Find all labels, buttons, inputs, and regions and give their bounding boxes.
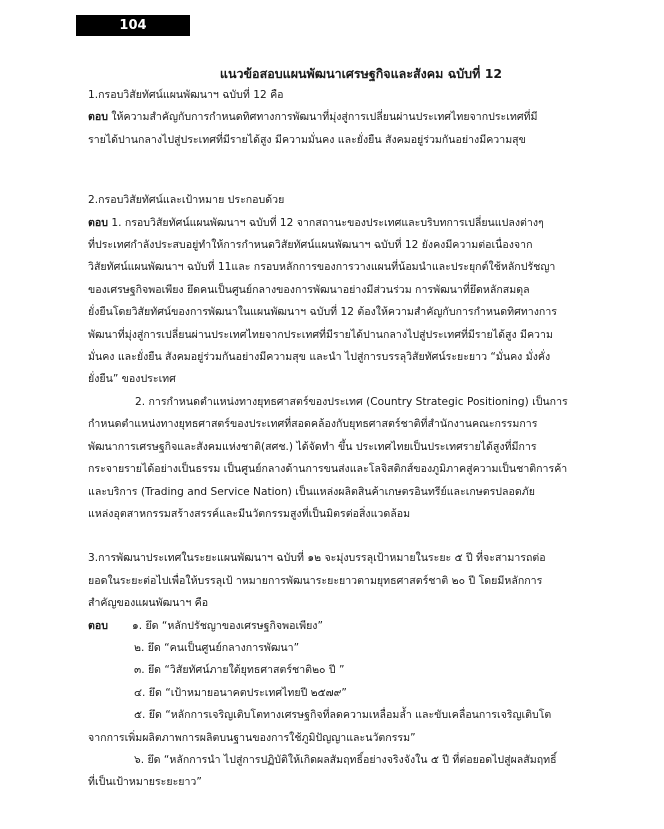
answer-label: ตอบ	[88, 619, 108, 632]
answer-label: ตอบ	[88, 111, 108, 124]
question-3: 3.การพัฒนาประเทศในระยะแผนพัฒนาฯ ฉบับที่ ๑๒ จะมุ่งบรรลุเป้าหมายในระยะ ๕ ปี ที่จะสามารถต่อ	[88, 552, 546, 565]
page-title: แนวข้อสอบแผนพัฒนาเศรษฐกิจและสังคม ฉบับที่ 12	[219, 66, 503, 81]
question-3: สำคัญของแผนพัฒนาฯ คือ	[88, 597, 209, 610]
answer-1-line: รายได้ปานกลางไปสู่ประเทศที่มีรายได้สูง มีความมั่นคง และยั่งยืน สังคมอยู่ร่วมกันอย่างมีความสุข	[88, 133, 526, 146]
answer-3-item-cont: จากการเพิ่มผลิตภาพการผลิตบนฐานของการใช้ภูมิปัญญาและนวัตกรรม”	[88, 731, 416, 744]
answer-2-line: มั่นคง และยั่งยืน สังคมอยู่ร่วมกันอย่างมีความสุข และนำ ไปสู่การบรรลุวิสัยทัศน์ระยะยาว “มั่นคง มั่งคั่ง	[88, 351, 551, 364]
answer-2-line: วิสัยทัศน์แผนพัฒนาฯ ฉบับที่ 11และ กรอบหลักการของการวางแผนที่น้อมนำและประยุกต์ใช้หลักปรัชญา	[88, 261, 556, 274]
question-2: 2.กรอบวิสัยทัศน์และเป้าหมาย ประกอบด้วย	[88, 194, 285, 207]
question-1: 1.กรอบวิสัยทัศน์แผนพัฒนาฯ ฉบับที่ 12 คือ	[88, 89, 284, 101]
answer-3-item: ๕. ยึด “หลักการเจริญเติบโตทางเศรษฐกิจที่ลดความเหลื่อมล้ำ และขับเคลื่อนการเจริญเติบโต	[134, 709, 552, 722]
answer-2-line: และบริการ (Trading and Service Nation) เป็นแหล่งผลิตสินค้าเกษตรอินทรีย์และเกษตรปลอดภัย	[88, 485, 535, 498]
answer-2-line: กระจายรายได้อย่างเป็นธรรม เป็นศูนย์กลางด้านการขนส่งและโลจิสติกส์ของภูมิภาคสู่ความเป็นชาติการค้า	[88, 463, 568, 476]
answer-2-line: พัฒนาที่มุ่งสู่การเปลี่ยนผ่านประเทศไทยจากประเทศที่มีรายได้ปานกลางไปสู่ประเทศที่มีรายได้สูง มีความ	[88, 328, 553, 341]
answer-3-item: ๖. ยึด “หลักการนำ ไปสู่การปฏิบัติให้เกิดผลสัมฤทธิ์อย่างจริงจังใน ๕ ปี ที่ต่อยอดไปสู่ผลสัมฤทธิ์	[134, 753, 557, 766]
answer-1-text: ให้ความสำคัญกับการกำหนดทิศทางการพัฒนาที่มุ่งสู่การเปลี่ยนผ่านประเทศไทยจากประเทศที่มี	[111, 111, 538, 124]
answer-2-line: ยั่งยืนโดยวิสัยทัศน์ของการพัฒนาในแผนพัฒนาฯ ฉบับที่ 12 ต้องให้ความสำคัญกับการกำหนดทิศทางการ	[88, 306, 557, 319]
answer-3-item: ๒. ยึด “คนเป็นศูนย์กลางการพัฒนา”	[134, 641, 300, 654]
answer-2-line: ยั่งยืน” ของประเทศ	[88, 373, 176, 386]
answer-2-line: พัฒนาการเศรษฐกิจและสังคมแห่งชาติ(สศช.) ได้จัดทำ ขึ้น ประเทศไทยเป็นประเทศรายได้สูงที่มีการ	[88, 440, 537, 453]
answer-2-line	[88, 212, 594, 234]
answer-label: ตอบ	[88, 216, 108, 229]
answer-2-line: ที่ประเทศกำลังประสบอยู่ทำให้การกำหนดวิสัยทัศน์แผนพัฒนาฯ ฉบับที่ 12 ยังคงมีความต่อเนื่องจาก	[88, 239, 533, 252]
answer-3-item: ๔. ยึด “เป้าหมายอนาคตประเทศไทยปี ๒๕๗๙”	[134, 686, 347, 699]
answer-2-line: แหล่งอุตสาหกรรมสร้างสรรค์และมีนวัตกรรมสูงที่เป็นมิตรต่อสิ่งแวดล้อม	[88, 507, 411, 520]
answer-2-point-2: 2. การกำหนดตำแหน่งทางยุทธศาสตร์ของประเทศ (Country Strategic Positioning) เป็นการ	[135, 395, 568, 408]
answer-2-line: กำหนดตำแหน่งทางยุทธศาสตร์ของประเทศที่สอดคล้องกับยุทธศาสตร์ชาติที่สำนักงานคณะกรรมการ	[88, 418, 538, 431]
document-body	[88, 64, 594, 794]
answer-3-item-cont: ที่เป็นเป้าหมายระยะยาว”	[88, 776, 202, 789]
answer-1-line	[88, 106, 594, 128]
answer-3-item: ๓. ยึด “วิสัยทัศน์ภายใต้ยุทธศาสตร์ชาติ๒๐ ปี ”	[134, 664, 345, 677]
answer-2-line: ของเศรษฐกิจพอเพียง ยึดคนเป็นศูนย์กลางของการพัฒนาอย่างมีส่วนร่วม การพัฒนาที่ยึดหลักสมดุล	[88, 283, 530, 296]
page-number-badge: 104	[76, 15, 190, 36]
question-3: ยอดในระยะต่อไปเพื่อให้บรรลุเป้ าหมายการพัฒนาระยะยาวตามยุทธศาสตร์ชาติ ๒๐ ปี โดยมีหลักการ	[88, 574, 543, 587]
answer-3-item	[88, 615, 594, 637]
answer-3-item-text: ๑. ยึด “หลักปรัชญาของเศรษฐกิจพอเพียง”	[132, 619, 323, 632]
answer-2-text: 1. กรอบวิสัยทัศน์แผนพัฒนาฯ ฉบับที่ 12 จากสถานะของประเทศและบริบทการเปลี่ยนแปลงต่างๆ	[111, 216, 544, 229]
